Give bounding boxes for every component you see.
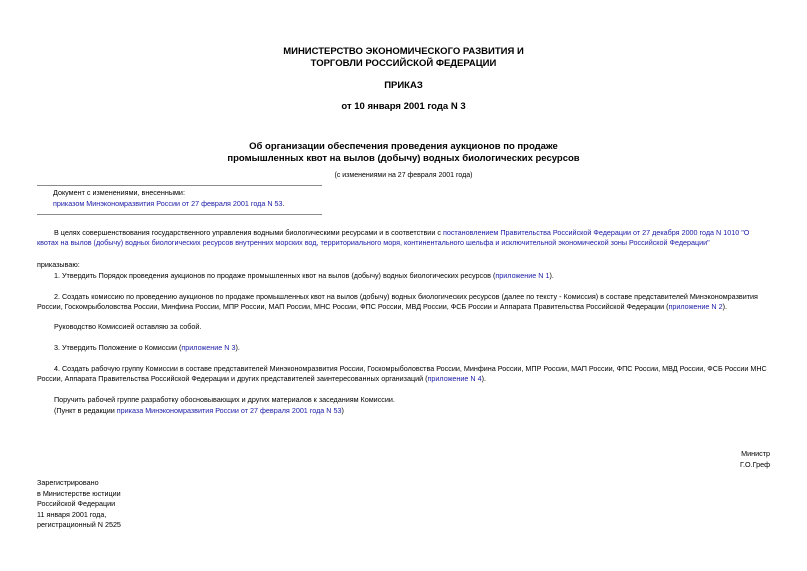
amendments-top-divider (37, 185, 322, 186)
amendments-label: Документ с изменениями, внесенными: (53, 188, 185, 197)
document-type: ПРИКАЗ (384, 80, 423, 91)
item-5-prefix: (Пункт в редакции (54, 406, 117, 415)
item-4-text: 4. Создать рабочую группу Комиссии в составе представителей Минэкономразвития России, Госкомрыболовства России, Минфина России, МПР России, МАП России, ФПС России, МВД России, ФСБ России МНС России, Аппарата Правительства Российской Федерации и других представителей заинтересованных организаций ( (37, 364, 767, 383)
registration-line3: Российской Федерации (37, 499, 116, 508)
item-5-line1: Поручить рабочей группе разработку обосновывающих и других материалов к заседаниям Комиссии. (54, 395, 395, 404)
orders-word: приказываю: (37, 260, 80, 269)
amendment-order-link[interactable]: приказа Минэкономразвития России от 27 февраля 2001 года N 53 (116, 406, 342, 415)
item-2-text: 2. Создать комиссию по проведению аукционов по продаже промышленных квот на вылов (добычу) водных биологических ресурсов (далее по тексту - Комиссия) в составе представителей Минэкономразвития России, Госкомрыболовства России, Минфина России, МПР России, МАП России, МНС России, ФПС России, МВД России, ФСБ России и Аппарата Правительства Российской Федерации ( (37, 292, 758, 311)
registration-line4: 11 января 2001 года, (37, 509, 107, 519)
amendment-link-tail: . (282, 199, 285, 208)
signatory-name: Г.О.Греф (740, 460, 770, 469)
ministry-name-line2: ТОРГОВЛИ РОССИЙСКОЙ ФЕДЕРАЦИИ (310, 58, 497, 69)
amendments-bottom-divider (37, 214, 322, 215)
registration-line1: Зарегистрировано (37, 478, 99, 487)
ministry-name-line1: МИНИСТЕРСТВО ЭКОНОМИЧЕСКОГО РАЗВИТИЯ И (283, 46, 524, 57)
item-3-tail: ). (235, 343, 240, 352)
amendments-entry (53, 199, 285, 209)
item-1-tail: ). (549, 271, 554, 280)
item-1-text: 1. Утвердить Порядок проведения аукционов по продаже промышленных квот на вылов (добычу) водных биологических ресурсов ( (54, 271, 496, 280)
item-5-tail: ) (341, 406, 344, 415)
item-5-line2 (37, 406, 772, 416)
item-2-chairman: Руководство Комиссией оставляю за собой. (54, 322, 202, 331)
preamble-text: В целях совершенствования государственного управления водными биологическими ресурсами и в соответствии с (54, 228, 443, 237)
item-3-text: 3. Утвердить Положение о Комиссии ( (54, 343, 182, 352)
document-title-line2: промышленных квот на вылов (добычу) водных биологических ресурсов (227, 153, 580, 164)
item-4-tail: ). (481, 373, 486, 383)
item-2-tail: ). (722, 301, 727, 311)
registration-block (37, 478, 121, 531)
item-1 (37, 271, 772, 281)
government-decree-link[interactable]: постановлением Правительства Российской Федерации от 27 декабря 2000 года N 1010 "О квотах на вылов (добычу) водных биологических ресурсов внутренних морских вод, территориального моря, континентального шельфа и исключительной экономической зоны Российской Федерации" (37, 228, 750, 247)
item-3 (37, 343, 772, 353)
appendix-3-link[interactable]: приложение N 3 (181, 343, 236, 352)
changes-note: (с изменениями на 27 февраля 2001 года) (334, 172, 473, 179)
signatory-position: Министр (741, 449, 770, 458)
item-2 (37, 292, 772, 312)
registration-line5: регистрационный N 2525 (37, 520, 121, 529)
amendment-link[interactable]: приказом Минэкономразвития России от 27 февраля 2001 года N 53 (53, 199, 283, 208)
signature-block (740, 448, 770, 470)
appendix-2-link[interactable]: приложение N 2 (668, 301, 723, 311)
appendix-1-link[interactable]: приложение N 1 (495, 271, 550, 280)
document-date: от 10 января 2001 года N 3 (341, 101, 466, 112)
preamble-paragraph (37, 228, 772, 248)
document-title-line1: Об организации обеспечения проведения аукционов по продаже (249, 141, 558, 152)
registration-line2: в Министерстве юстиции (37, 488, 121, 498)
appendix-4-link[interactable]: приложение N 4 (427, 373, 482, 383)
item-4 (37, 364, 772, 384)
